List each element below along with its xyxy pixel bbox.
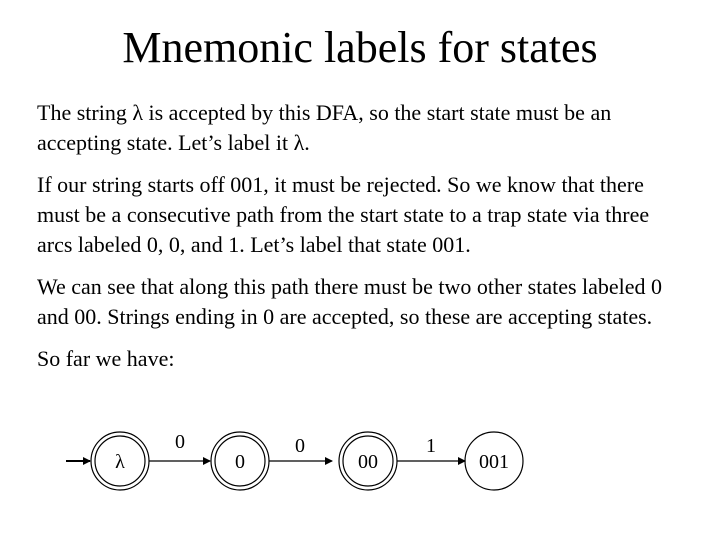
state-label-0: 0	[235, 451, 245, 473]
state-0	[211, 432, 269, 490]
slide-title: Mnemonic labels for states	[122, 23, 598, 72]
paragraph-3: We can see that along this path there must be two other states labeled 0 and 00. Strings ending in 0 are accepted, so these are accepting states.	[37, 274, 663, 329]
slide-body	[37, 98, 687, 386]
paragraph-4: So far we have:	[37, 346, 175, 371]
paragraph-2: If our string starts off 001, it must be rejected. So we know that there must be a consecutive path from the start state to a trap state via three arcs labeled 0, 0, and 1. Let’s label that state 001.	[37, 172, 650, 257]
state-label-lambda: λ	[115, 451, 125, 473]
state-lambda	[91, 432, 149, 490]
state-001	[465, 432, 523, 490]
dfa-diagram	[60, 420, 540, 510]
paragraph-1: The string λ is accepted by this DFA, so the start state must be an accepting state. Let’s label it λ.	[37, 100, 612, 155]
transition-label: 1	[426, 435, 436, 457]
state-label-00: 00	[358, 451, 378, 473]
state-00	[339, 432, 397, 490]
state-label-001: 001	[479, 451, 509, 473]
transition-label: 0	[295, 435, 305, 457]
transition-label: 0	[175, 431, 185, 453]
